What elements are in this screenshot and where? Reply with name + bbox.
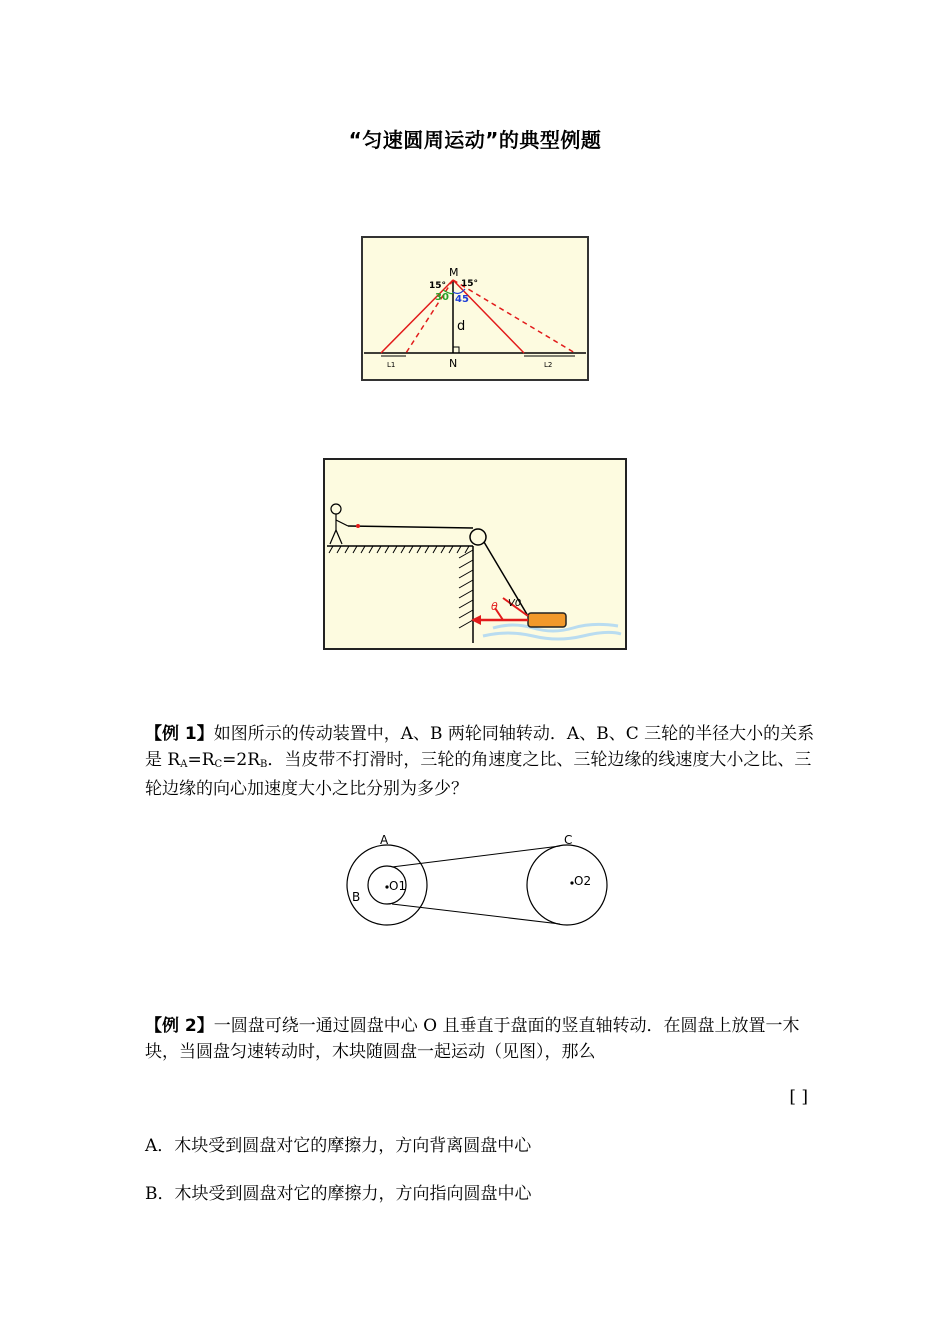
example-1-tag: 【例 1】	[145, 724, 214, 744]
label-angle-right: 15°	[461, 279, 479, 289]
label-o2: O2	[574, 874, 592, 888]
label-b: B	[352, 890, 361, 904]
example-2-tag: 【例 2】	[145, 1016, 214, 1036]
label-v0: V0	[508, 598, 522, 609]
option-a: A．木块受到圆盘对它的摩擦力，方向背离圆盘中心	[145, 1136, 532, 1156]
label-angle-left: 15°	[429, 281, 447, 291]
figure-belt-drive	[340, 826, 620, 938]
label-l2: L2	[544, 361, 553, 369]
figure-angle-diagram	[361, 236, 589, 381]
page-title: “匀速圆周运动”的典型例题	[348, 128, 602, 152]
label-angle-green: 30	[435, 292, 449, 303]
label-o1: O1	[389, 879, 407, 893]
label-angle-blue: 45	[455, 294, 469, 305]
figure-boat-pulley	[323, 458, 627, 650]
example-1: 【例 1】如图所示的传动装置中，A、B 两轮同轴转动．A、B、C 三轮的半径大小的关系是 $R_A=R_C=2R_B$．当皮带不打滑时，三轮的角速度之比、三轮边缘的线速度大小之比、三轮边缘的向心加速度大小之比分别为多少？	[145, 724, 815, 799]
label-n: N	[449, 357, 458, 370]
label-theta: θ	[491, 600, 498, 613]
label-c: C	[564, 833, 573, 847]
label-a: A	[380, 833, 389, 847]
label-l1: L1	[387, 361, 396, 369]
label-d: d	[457, 319, 466, 334]
answer-bracket: [ ]	[789, 1087, 808, 1107]
option-b: B．木块受到圆盘对它的摩擦力，方向指向圆盘中心	[145, 1184, 532, 1204]
label-m: M	[449, 266, 459, 279]
example-2: 【例 2】一圆盘可绕一通过圆盘中心 O 且垂直于盘面的竖直轴转动．在圆盘上放置一木块，当圆盘匀速转动时，木块随圆盘一起运动（见图），那么	[145, 1016, 800, 1062]
